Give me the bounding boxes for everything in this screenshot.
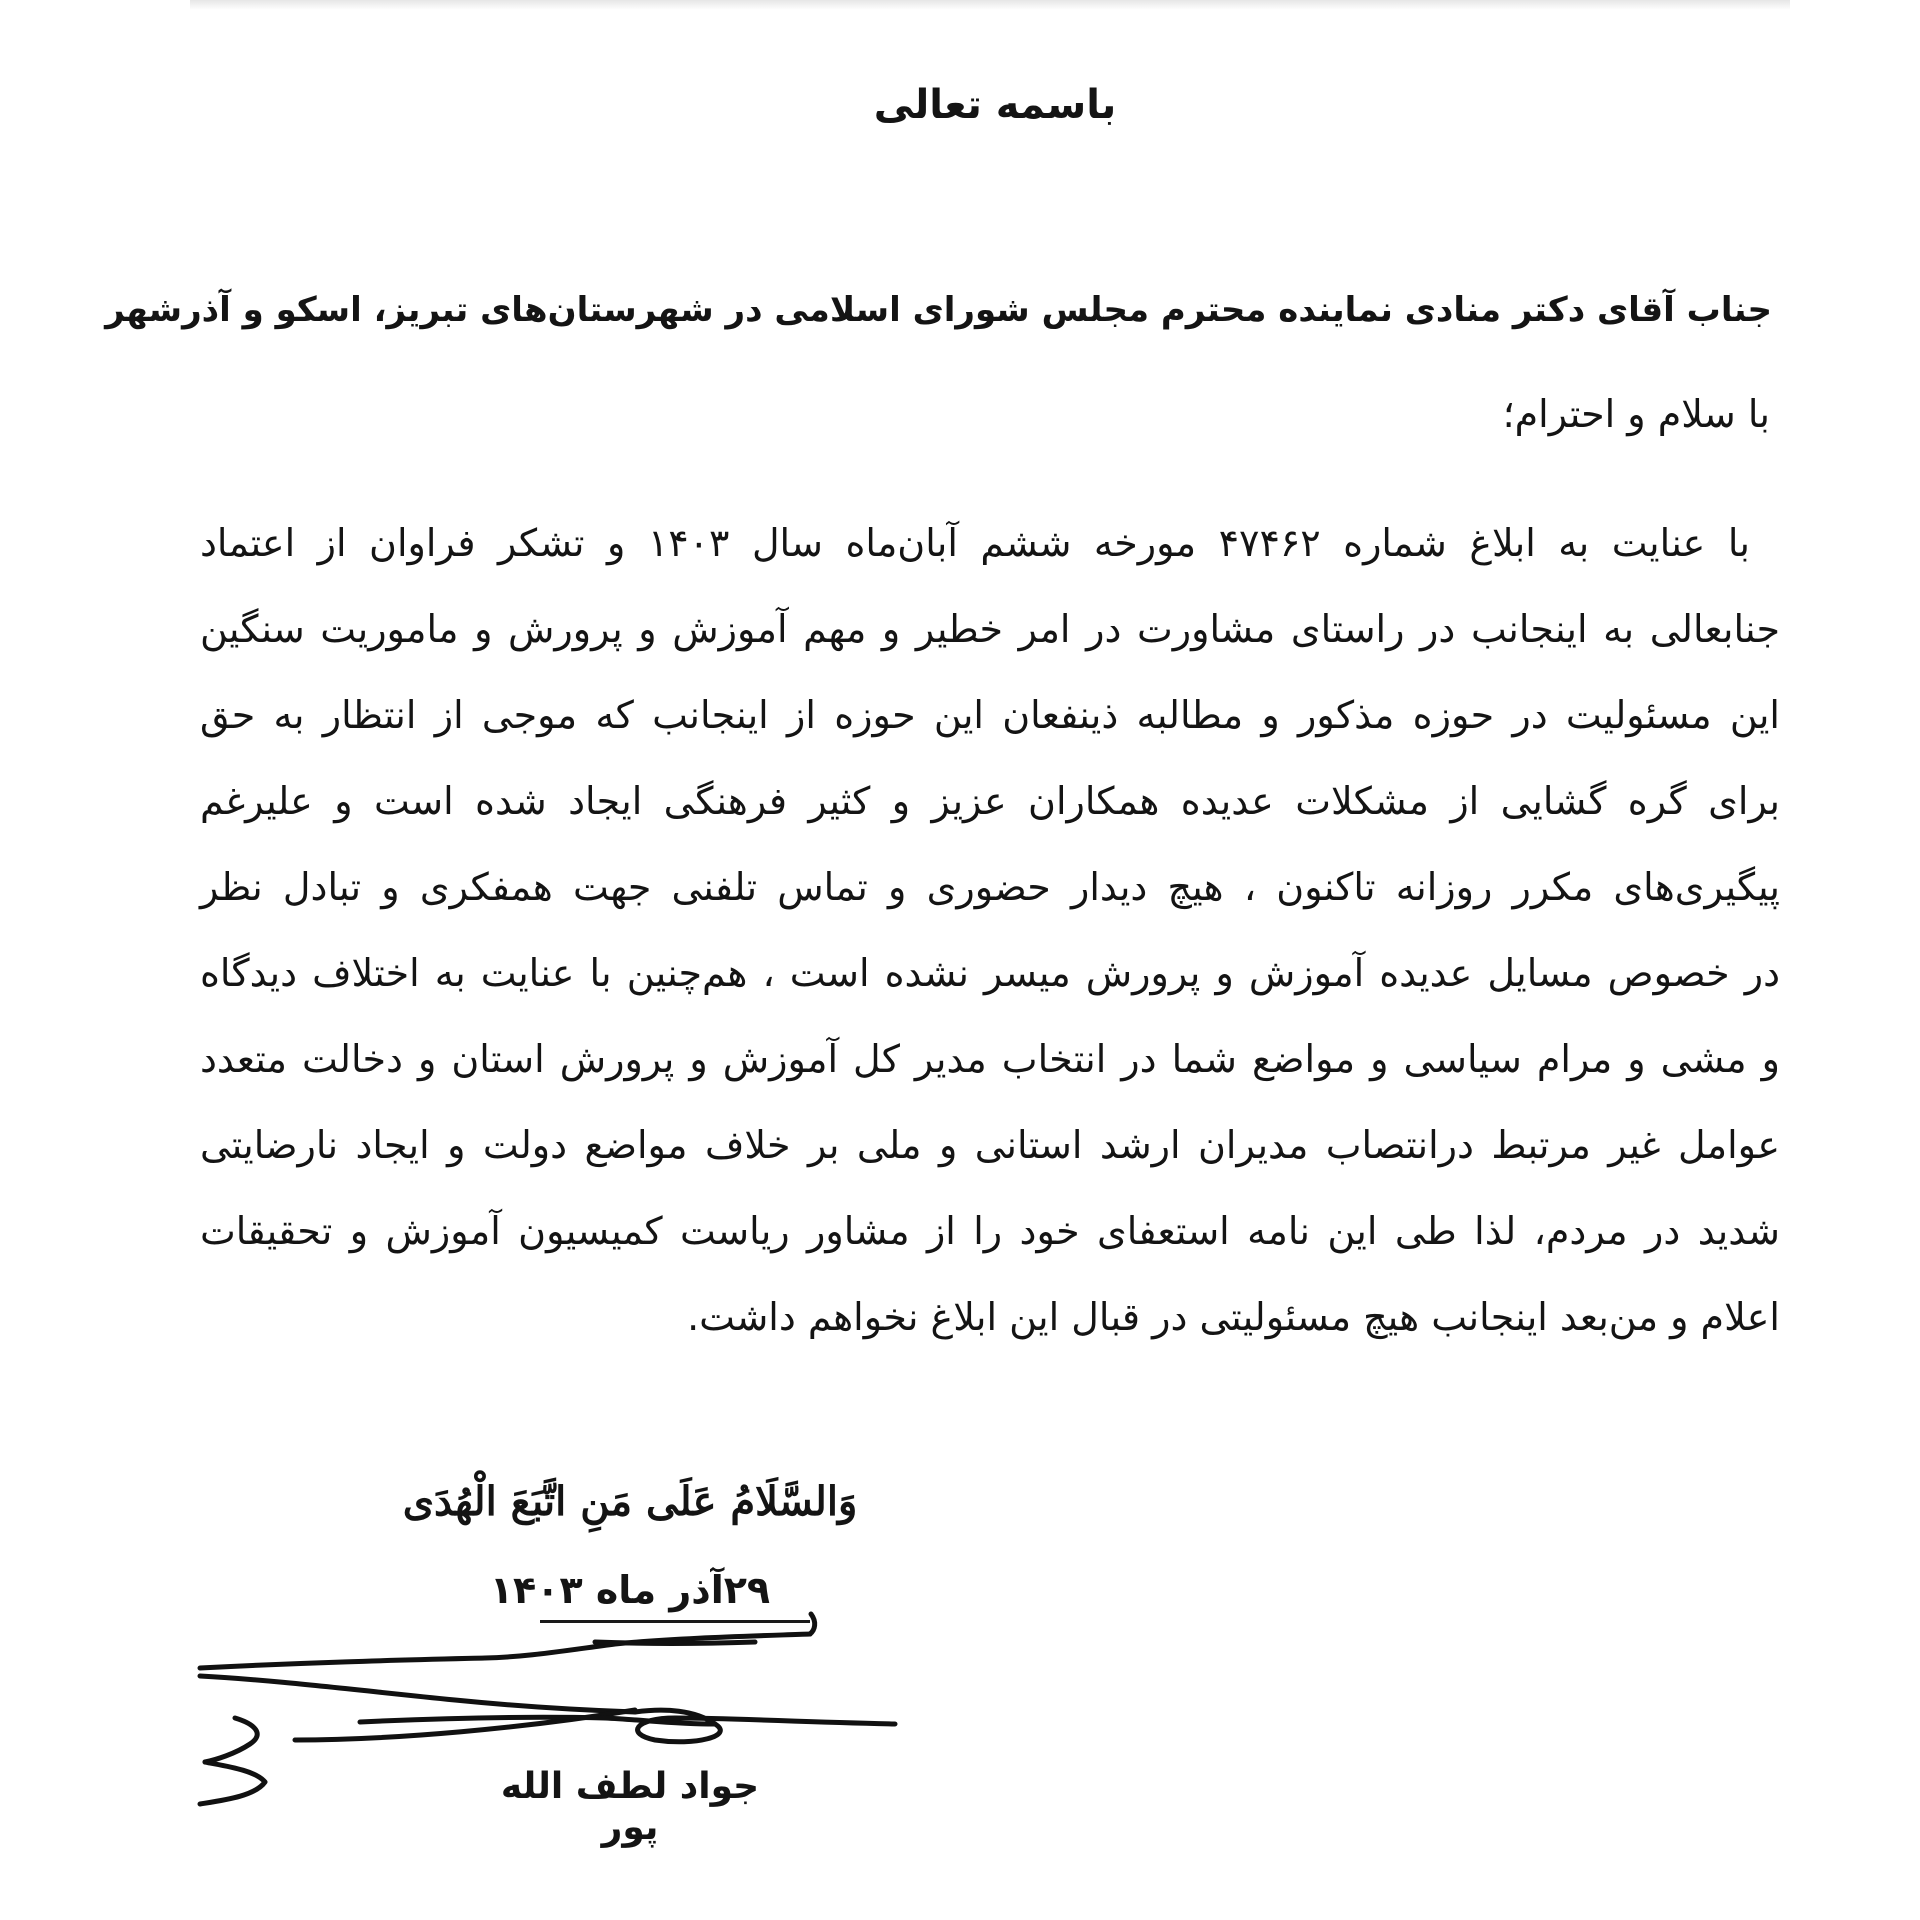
addressee-line: جناب آقای دکتر منادی نماینده محترم مجلس شورای اسلامی در شهرستان‌های تبریز، اسکو و آذرشهر — [105, 290, 1772, 330]
body-line: با عنایت به ابلاغ شماره ۴۷۴۶۲ مورخه ششم آبان‌ماه سال ۱۴۰۳ و تشکر فراوان از اعتماد — [200, 521, 1750, 565]
signer-name: جواد لطف الله پور — [500, 1766, 760, 1848]
body-line: شدید در مردم، لذا طی این نامه استعفای خود را از مشاور ریاست کمیسیون آموزش و تحقیقات — [200, 1209, 1780, 1253]
letter-header: باسمه تعالی — [873, 82, 1117, 128]
body-line: عوامل غیر مرتبط درانتصاب مدیران ارشد استانی و ملی بر خلاف مواضع دولت و ایجاد نارضایتی — [200, 1123, 1780, 1167]
body-line: جنابعالی به اینجانب در راستای مشاورت در امر خطیر و مهم آموزش و پرورش و ماموریت سنگین — [200, 607, 1780, 651]
body-line: پیگیری‌های مکرر روزانه تاکنون ، هیچ دیدار حضوری و تماس تلفنی جهت همفکری و تبادل نظر — [200, 865, 1780, 909]
letter-date: ۲۹آذر ماه ۱۴۰۳ — [489, 1568, 771, 1612]
closing-salutation: وَالسَّلَامُ عَلَی مَنِ اتَّبَعَ الْهُدَی — [402, 1478, 858, 1525]
body-line: این مسئولیت در حوزه مذکور و مطالبه ذینفعان این حوزه از اینجانب که موجی از انتظار به حق — [200, 693, 1780, 737]
body-line: در خصوص مسایل عدیده آموزش و پرورش میسر نشده است ، هم‌چنین با عنایت به اختلاف دیدگاه — [200, 951, 1780, 995]
body-line: اعلام و من‌بعد اینجانب هیچ مسئولیتی در قبال این ابلاغ نخواهم داشت. — [687, 1295, 1780, 1339]
body-line: و مشی و مرام سیاسی و مواضع شما در انتخاب مدیر کل آموزش و پرورش استان و دخالت متعدد — [200, 1037, 1780, 1081]
letter-body — [200, 500, 1780, 1360]
body-line: برای گره گشایی از مشکلات عدیده همکاران عزیز و کثیر فرهنگی ایجاد شده است و علیرغم — [200, 779, 1780, 823]
greeting-line: با سلام و احترام؛ — [1502, 392, 1770, 436]
scan-edge-shadow — [190, 0, 1790, 10]
